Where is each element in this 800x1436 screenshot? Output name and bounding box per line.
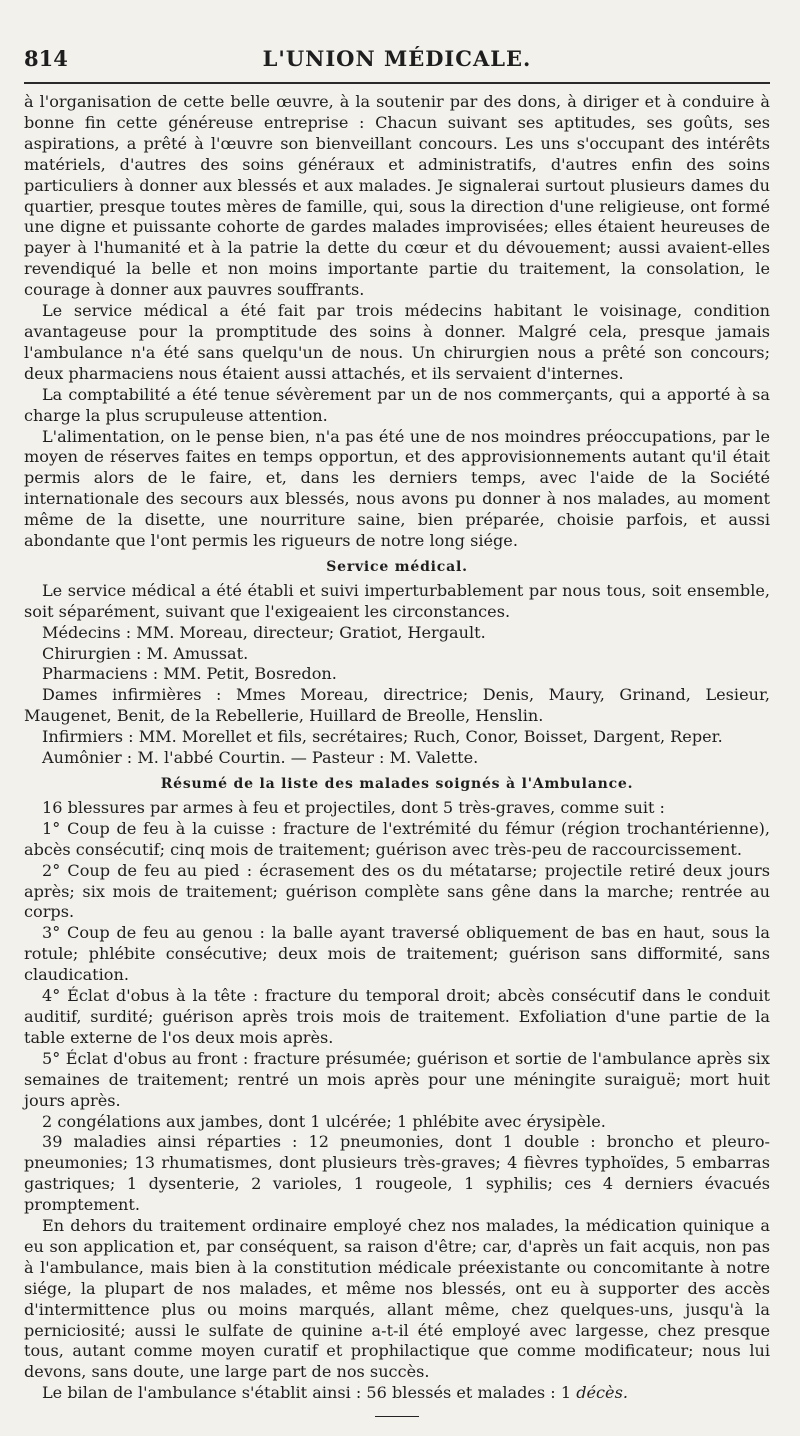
paragraph: 39 maladies ainsi réparties : 12 pneumonies, dont 1 double : broncho et pleuro-pneumonies; 13 rhumatismes, dont plusieurs très-graves; 4 fièvres typhoïdes, 5 embarras gastriques; 1 dysenterie, 2 varioles, 1 rougeole, 1 syphilis; ces 4 derniers évacués promptement. [24, 1132, 770, 1215]
page-number: 814 [24, 46, 68, 71]
paragraph: La comptabilité a été tenue sévèrement par un de nos commerçants, qui a apporté à sa charge la plus scrupuleuse attention. [24, 384, 770, 425]
end-rule [375, 1416, 419, 1417]
closing-emphasis: décès. [576, 1383, 628, 1403]
case-item: 3° Coup de feu au genou : la balle ayant traversé obliquement de bas en haut, sous la rotule; phlébite consécutive; deux mois de traitement; guérison sans difformité, sans claudication. [24, 923, 770, 985]
running-title: L'UNION MÉDICALE. [262, 46, 532, 71]
closing-text: Le bilan de l'ambulance s'établit ainsi : 56 blessés et malades : 1 [42, 1383, 577, 1403]
paragraph: Le service médical a été fait par trois médecins habitant le voisinage, condition avantageuse pour la promptitude des soins à donner. Malgré cela, presque jamais l'ambulance n'a été sans quelqu'un de nous. Un chirurgien nous a prêté son concours; deux pharmaciens nous étaient aussi attachés, et ils servaient d'internes. [24, 301, 770, 383]
case-item: 2° Coup de feu au pied : écrasement des os du métatarse; projectile retiré deux jours après; six mois de traitement; guérison complète sans gêne dans la marche; rentrée au corps. [24, 860, 770, 922]
paragraph: Le service médical a été établi et suivi imperturbablement par nous tous, soit ensemble, soit séparément, suivant que l'exigeaient les circonstances. [24, 580, 770, 621]
page-header [24, 42, 770, 84]
body-text [24, 92, 770, 1417]
case-item: 5° Éclat d'obus au front : fracture présumée; guérison et sortie de l'ambulance après six semaines de traitement; rentré un mois après pour une méningite suraiguë; mort huit jours après. [24, 1048, 770, 1110]
case-item: 4° Éclat d'obus à la tête : fracture du temporal droit; abcès consécutif dans le conduit auditif, surdité; guérison après trois mois de traitement. Exfoliation d'une partie de la table externe de l'os deux mois après. [24, 986, 770, 1047]
paragraph: à l'organisation de cette belle œuvre, à la soutenir par des dons, à diriger et à conduire à bonne fin cette généreuse entreprise : Chacun suivant ses aptitudes, ses goûts, ses aspirations, a prêté à l'œuvre son bienveillant concours. Les uns s'occupant des intérêts matériels, d'autres des soins généraux et administratifs, d'autres enfin des soins particuliers à donner aux blessés et aux malades. Je signalerai surtout plusieurs dames du quartier, presque toutes mères de famille, qui, sous la direction d'une religieuse, ont formé une digne et puissante cohorte de gardes malades improvisées; elles étaient heureuses de payer à l'humanité et à la patrie la dette du cœur et du dévouement; aussi avaient-elles revendiqué la belle et non moins importante partie du traitement, la consolation, le courage à donner aux pauvres souffrants. [24, 92, 770, 300]
staff-line-aumonier: Aumônier : M. l'abbé Courtin. — Pasteur : M. Valette. [42, 748, 479, 768]
staff-line-chirurgien: Chirurgien : M. Amussat. [42, 643, 249, 663]
section-heading-service-medical: Service médical. [326, 558, 468, 575]
staff-line-medecins: Médecins : MM. Moreau, directeur; Gratiot, Hergault. [42, 622, 486, 642]
paragraph: L'alimentation, on le pense bien, n'a pas été une de nos moindres préoccupations, par le moyen de réserves faites en temps opportun, et des approvisionnements autant qu'il était permis alors de le faire, et, dans les derniers temps, avec l'aide de la Société internationale des secours aux blessés, nous avons pu donner à nos malades, au moment même de la disette, une nourriture saine, bien préparée, choisie parfois, et aussi abondante que l'ont permis les rigueurs de notre long siége. [24, 426, 770, 551]
case-item: 1° Coup de feu à la cuisse : fracture de l'extrémité du fémur (région trochantérienne), abcès consécutif; cinq mois de traitement; guérison avec très-peu de raccourcissement. [24, 818, 770, 859]
paragraph: 2 congélations aux jambes, dont 1 ulcérée; 1 phlébite avec érysipèle. [42, 1111, 606, 1131]
closing-summary [24, 1383, 770, 1404]
staff-line-infirmiers: Infirmiers : MM. Morellet et fils, secrétaires; Ruch, Conor, Boisset, Dargent, Reper. [42, 727, 723, 747]
staff-line-pharmaciens: Pharmaciens : MM. Petit, Bosredon. [42, 664, 337, 684]
paragraph: En dehors du traitement ordinaire employé chez nos malades, la médication quinique a eu son application et, par conséquent, sa raison d'être; car, d'après un fait acquis, non pas à l'ambulance, mais bien à la constitution médicale préexistante ou concomitante à notre siége, la plupart de nos malades, et même nos blessés, ont eu à supporter des accès d'intermittence plus ou moins marqués, allant même, chez quelques-uns, jusqu'à la perniciosité; aussi le sulfate de quinine a-t-il été employé avec largesse, chez presque tous, autant comme moyen curatif et prophilactique que comme modificateur; nous lui devons, sans doute, une large part de nos succès. [24, 1216, 770, 1382]
section-heading-resume: Résumé de la liste des malades soignés à l'Ambulance. [160, 776, 634, 792]
staff-line-dames-infirmieres: Dames infirmières : Mmes Moreau, directrice; Denis, Maury, Grinand, Lesieur, Maugenet, Benit, de la Rebellerie, Huillard de Breolle, Henslin. [24, 685, 770, 726]
paragraph: 16 blessures par armes à feu et projectiles, dont 5 très-graves, comme suit : [42, 797, 665, 817]
